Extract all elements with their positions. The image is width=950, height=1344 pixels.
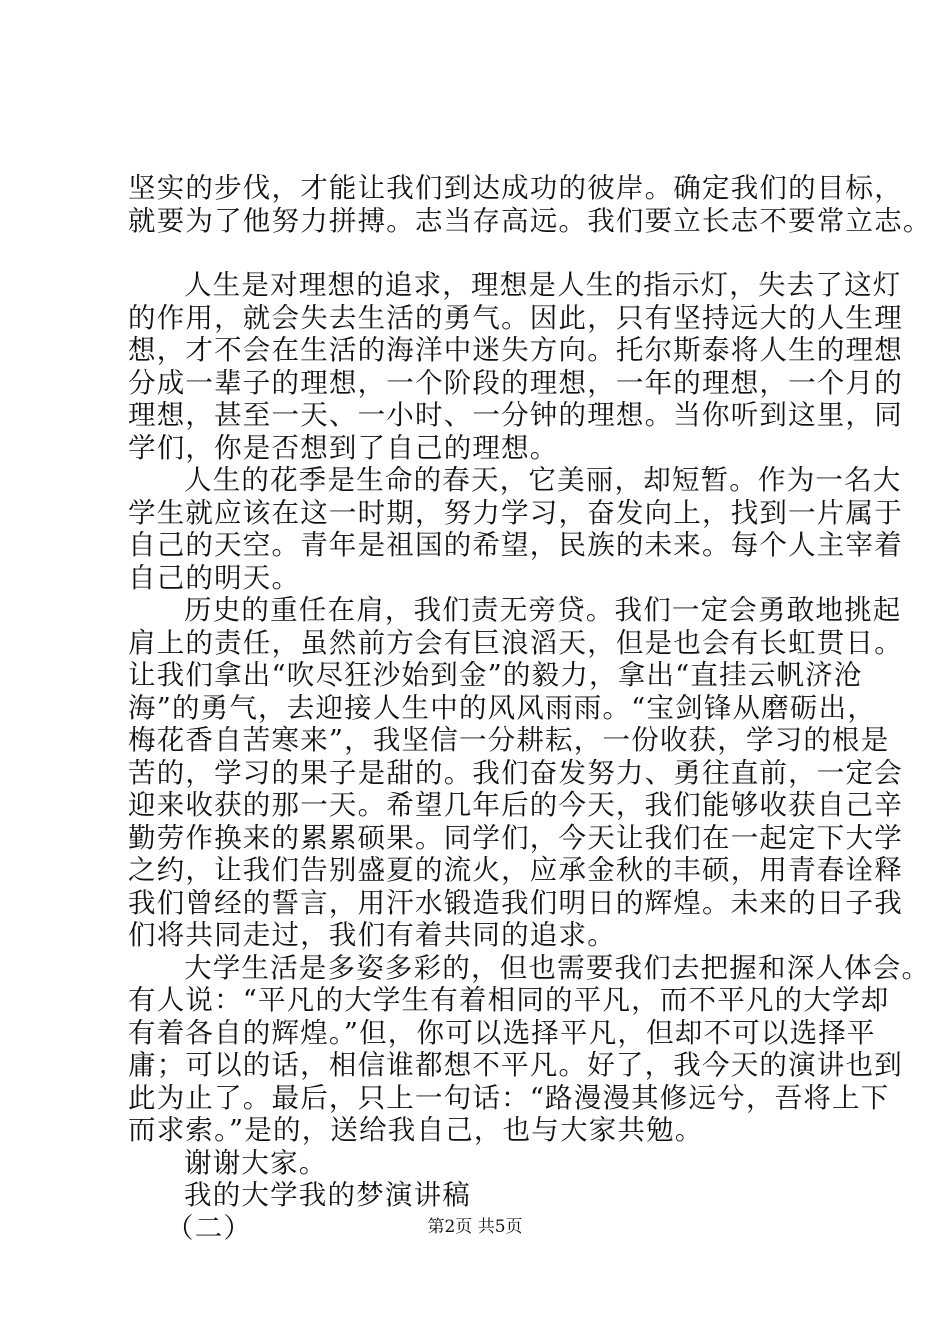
text-line: 海”的勇气，去迎接人生中的风风雨雨。“宝剑锋从磨砺出， [128,691,877,724]
text-line: 肩上的责任，虽然前方会有巨浪滔天，但是也会有长虹贯日。 [128,626,903,659]
next-speech-title: 我的大学我的梦演讲稿 [184,1179,471,1211]
paragraph-ideal [128,269,903,464]
next-speech-part: （二） [166,1211,253,1244]
text-line: 苦的，学习的果子是甜的。我们奋发努力、勇往直前，一定会 [128,756,903,789]
text-line: 让我们拿出“吹尽狂沙始到金”的毅力，拿出“直挂云帆济沧 [128,659,863,691]
text-line: 历史的重任在肩，我们责无旁贷。我们一定会勇敢地挑起 [184,594,902,626]
text-line: 理想，甚至一天、一小时、一分钟的理想。当你听到这里，同 [128,399,903,431]
text-line: 的作用，就会失去生活的勇气。因此，只有坚持远大的人生理 [128,301,903,334]
closing-line: 谢谢大家。 [184,1146,328,1179]
text-line: 大学生活是多姿多彩的，但也需要我们去把握和深人体会。 [184,951,931,984]
page-footer [0,1216,950,1238]
text-line: 庸；可以的话，相信谁都想不平凡。好了，我今天的演讲也到 [128,1049,903,1081]
text-line: 梅花香自苦寒来”，我坚信一分耕耘，一份收获，学习的根是 [128,724,890,756]
text-line: 就要为了他努力拼搏。志当存高远。我们要立长志不要常立志。 [128,204,932,237]
text-line: 而求索。”是的，送给我自己，也与大家共勉。 [128,1114,704,1146]
text-line: 此为止了。最后，只上一句话：“路漫漫其修远兮，吾将上下 [128,1081,890,1114]
paragraph-university-life [128,951,931,1147]
text-line: 迎来收获的那一天。希望几年后的今天，我们能够收获自己辛 [128,789,903,821]
text-line: 有着各自的辉煌。”但，你可以选择平凡，但却不可以选择平 [128,1016,876,1049]
text-line: 学们，你是否想到了自己的理想。 [128,431,559,464]
body-text [128,172,932,1244]
text-line: 之约，让我们告别盛夏的流火，应承金秋的丰硕，用青春诠释 [128,854,903,886]
text-line: 们将共同走过，我们有着共同的追求。 [128,919,616,951]
text-line: 人生的花季是生命的春天，它美丽，却短暂。作为一名大 [184,464,902,496]
text-line: 人生是对理想的追求，理想是人生的指示灯，失去了这灯 [184,269,902,301]
paragraph-responsibility [128,594,903,952]
text-line: 分成一辈子的理想，一个阶段的理想，一年的理想，一个月的 [128,366,903,399]
text-line: 想，才不会在生活的海洋中迷失方向。托尔斯泰将人生的理想 [128,334,903,366]
paragraph-youth [128,464,903,594]
text-line: 坚实的步伐，才能让我们到达成功的彼岸。确定我们的目标， [128,172,903,204]
text-line: 我们曾经的誓言，用汗水锻造我们明日的辉煌。未来的日子我 [128,886,903,919]
text-line: 有人说：“平凡的大学生有着相同的平凡，而不平凡的大学却 [128,984,890,1016]
paragraph-gap [128,237,846,269]
text-line: 勤劳作换来的累累硕果。同学们，今天让我们在一起定下大学 [128,821,903,854]
text-line: 自己的天空。青年是祖国的希望，民族的未来。每个人主宰着 [128,529,903,561]
text-line: 自己的明天。 [128,561,301,594]
text-line: 学生就应该在这一时期，努力学习，奋发向上，找到一片属于 [128,496,903,529]
page-number: 第2页 共5页 [427,1217,523,1237]
